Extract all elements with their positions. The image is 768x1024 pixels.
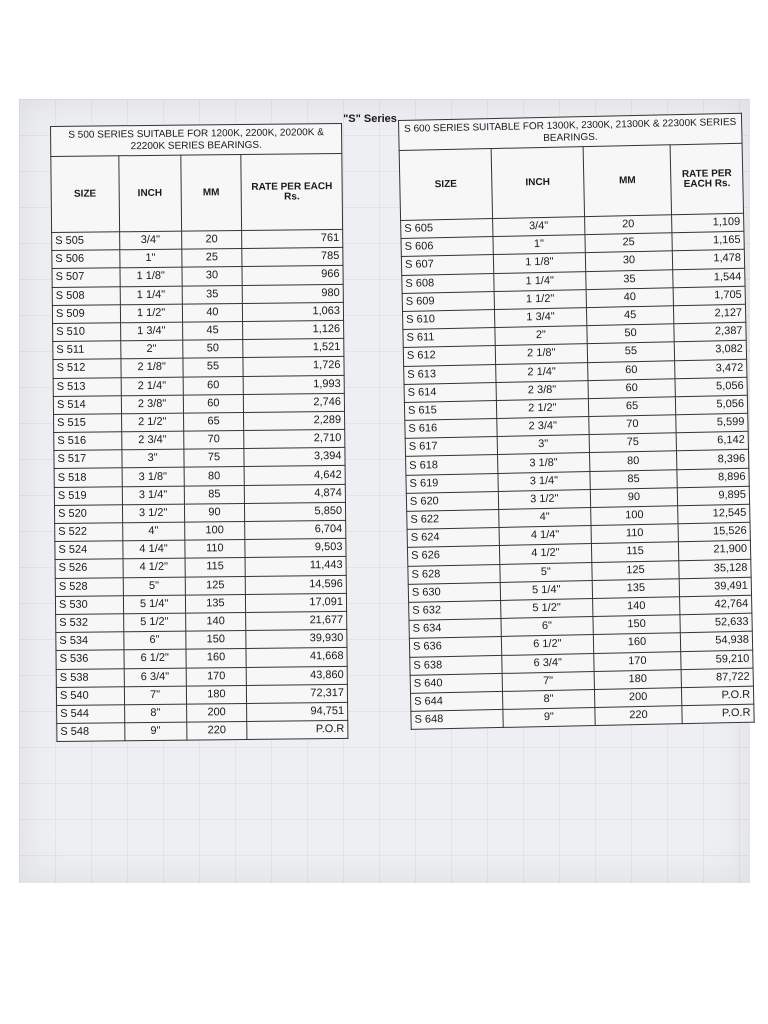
size-cell: S 513 bbox=[53, 377, 121, 396]
column-header-inch: INCH bbox=[491, 147, 584, 219]
mm-cell: 140 bbox=[185, 612, 246, 631]
rate-cell: 1,165 bbox=[672, 231, 744, 251]
size-cell: S 636 bbox=[409, 637, 501, 657]
inch-cell: 7" bbox=[502, 671, 594, 691]
inch-cell: 6 1/2" bbox=[501, 635, 593, 655]
size-cell: S 614 bbox=[404, 382, 496, 402]
mm-cell: 220 bbox=[186, 722, 247, 741]
mm-cell: 25 bbox=[585, 233, 673, 253]
mm-cell: 75 bbox=[589, 433, 677, 453]
size-cell: S 632 bbox=[409, 600, 501, 620]
size-cell: S 626 bbox=[407, 546, 499, 566]
rate-cell: 4,642 bbox=[244, 466, 345, 485]
size-cell: S 512 bbox=[53, 359, 121, 378]
inch-cell: 3/4" bbox=[119, 231, 181, 250]
mm-cell: 75 bbox=[183, 449, 244, 468]
rate-cell: 1,726 bbox=[243, 357, 344, 376]
size-cell: S 534 bbox=[56, 632, 124, 651]
rate-cell: 1,478 bbox=[673, 250, 745, 270]
size-cell: S 630 bbox=[408, 582, 500, 602]
mm-cell: 100 bbox=[590, 506, 678, 526]
mm-cell: 80 bbox=[589, 451, 677, 471]
size-cell: S 516 bbox=[54, 432, 122, 451]
mm-cell: 200 bbox=[594, 688, 682, 708]
size-cell: S 532 bbox=[56, 614, 124, 633]
size-cell: S 515 bbox=[54, 414, 122, 433]
inch-cell: 3 1/4" bbox=[498, 471, 590, 491]
inch-cell: 3 1/4" bbox=[122, 486, 184, 505]
rate-cell: 1,705 bbox=[673, 286, 745, 306]
inch-cell: 4 1/2" bbox=[499, 544, 591, 564]
rate-cell: 761 bbox=[242, 229, 343, 248]
column-header-size: SIZE bbox=[399, 149, 492, 221]
size-cell: S 544 bbox=[57, 705, 125, 724]
size-cell: S 608 bbox=[402, 273, 494, 293]
mm-cell: 80 bbox=[184, 467, 245, 486]
inch-cell: 6" bbox=[501, 617, 593, 637]
table-body bbox=[401, 213, 755, 729]
size-cell: S 617 bbox=[405, 437, 497, 457]
mm-cell: 170 bbox=[186, 667, 247, 686]
size-cell: S 506 bbox=[52, 250, 120, 269]
inch-cell: 1 1/4" bbox=[494, 271, 586, 291]
mm-cell: 60 bbox=[183, 376, 244, 395]
mm-cell: 115 bbox=[185, 558, 246, 577]
inch-cell: 2 1/2" bbox=[121, 413, 183, 432]
column-header-inch: INCH bbox=[119, 155, 182, 232]
column-header-mm: MM bbox=[583, 145, 672, 217]
rate-cell: 35,128 bbox=[679, 559, 751, 579]
rate-cell: 1,521 bbox=[243, 339, 344, 358]
mm-cell: 30 bbox=[585, 251, 673, 271]
inch-cell: 3 1/8" bbox=[497, 453, 589, 473]
rate-cell: 59,210 bbox=[681, 650, 753, 670]
inch-cell: 4 1/2" bbox=[123, 558, 185, 577]
size-cell: S 519 bbox=[54, 486, 122, 505]
size-cell: S 538 bbox=[56, 668, 124, 687]
rate-cell: P.O.R bbox=[682, 686, 754, 706]
size-cell: S 607 bbox=[401, 255, 493, 275]
rate-cell: 4,874 bbox=[245, 484, 346, 503]
rate-cell: 8,396 bbox=[677, 450, 749, 470]
size-cell: S 520 bbox=[54, 505, 122, 524]
table-body bbox=[52, 229, 348, 741]
inch-cell: 1 1/4" bbox=[120, 286, 182, 305]
mm-cell: 200 bbox=[186, 703, 247, 722]
inch-cell: 8" bbox=[124, 704, 186, 723]
page-title: "S" Series bbox=[343, 113, 397, 125]
mm-cell: 45 bbox=[182, 321, 243, 340]
size-cell: S 624 bbox=[407, 528, 499, 548]
mm-cell: 110 bbox=[184, 540, 245, 559]
size-cell: S 628 bbox=[408, 564, 500, 584]
rate-cell: 966 bbox=[242, 266, 343, 285]
inch-cell: 6 3/4" bbox=[502, 653, 594, 673]
inch-cell: 5 1/2" bbox=[123, 613, 185, 632]
inch-cell: 2 1/8" bbox=[121, 358, 183, 377]
size-cell: S 616 bbox=[405, 419, 497, 439]
mm-cell: 180 bbox=[186, 685, 247, 704]
inch-cell: 3" bbox=[497, 435, 589, 455]
size-cell: S 509 bbox=[52, 305, 120, 324]
table-row bbox=[57, 720, 348, 741]
size-cell: S 612 bbox=[403, 346, 495, 366]
size-cell: S 530 bbox=[55, 596, 123, 615]
size-cell: S 510 bbox=[53, 323, 121, 342]
column-header-rate: RATE PER EACH Rs. bbox=[670, 143, 743, 214]
rate-cell: 5,599 bbox=[676, 413, 748, 433]
mm-cell: 20 bbox=[181, 230, 242, 249]
mm-cell: 30 bbox=[182, 267, 243, 286]
mm-cell: 70 bbox=[183, 431, 244, 450]
rate-cell: 1,063 bbox=[243, 302, 344, 321]
table-caption: S 600 SERIES SUITABLE FOR 1300K, 2300K, 21300K & 22300K SERIES BEARINGS. bbox=[399, 113, 743, 150]
inch-cell: 5 1/2" bbox=[500, 598, 592, 618]
size-cell: S 618 bbox=[406, 455, 498, 475]
mm-cell: 90 bbox=[590, 488, 678, 508]
rate-cell: 14,596 bbox=[246, 575, 347, 594]
inch-cell: 1 1/8" bbox=[493, 253, 585, 273]
rate-cell: 39,930 bbox=[246, 630, 347, 649]
mm-cell: 90 bbox=[184, 503, 245, 522]
rate-cell: 11,443 bbox=[245, 557, 346, 576]
inch-cell: 2 1/8" bbox=[495, 344, 587, 364]
mm-cell: 115 bbox=[591, 542, 679, 562]
inch-cell: 2 1/4" bbox=[496, 362, 588, 382]
rate-cell: 72,317 bbox=[247, 684, 348, 703]
size-cell: S 514 bbox=[53, 395, 121, 414]
s500-series-table bbox=[50, 123, 348, 742]
rate-cell: 12,545 bbox=[678, 504, 750, 524]
mm-cell: 150 bbox=[593, 615, 681, 635]
size-cell: S 507 bbox=[52, 268, 120, 287]
mm-cell: 160 bbox=[186, 649, 247, 668]
column-header-size: SIZE bbox=[51, 156, 120, 233]
size-cell: S 622 bbox=[407, 509, 499, 529]
rate-cell: 21,900 bbox=[679, 541, 751, 561]
mm-cell: 125 bbox=[185, 576, 246, 595]
rate-cell: 2,710 bbox=[244, 429, 345, 448]
column-header-mm: MM bbox=[180, 154, 242, 231]
mm-cell: 135 bbox=[185, 594, 246, 613]
inch-cell: 1" bbox=[493, 235, 585, 255]
inch-cell: 2 1/4" bbox=[121, 377, 183, 396]
inch-cell: 9" bbox=[503, 708, 595, 728]
mm-cell: 45 bbox=[586, 306, 674, 326]
inch-cell: 3/4" bbox=[492, 217, 584, 237]
rate-cell: 3,082 bbox=[674, 341, 746, 361]
mm-cell: 160 bbox=[593, 633, 681, 653]
rate-cell: 785 bbox=[242, 248, 343, 267]
mm-cell: 50 bbox=[182, 340, 243, 359]
mm-cell: 25 bbox=[181, 249, 242, 268]
rate-cell: 42,764 bbox=[680, 595, 752, 615]
size-cell: S 619 bbox=[406, 473, 498, 493]
size-cell: S 518 bbox=[54, 468, 122, 487]
mm-cell: 55 bbox=[183, 358, 244, 377]
inch-cell: 1 1/2" bbox=[120, 304, 182, 323]
inch-cell: 1 3/4" bbox=[494, 308, 586, 328]
rate-cell: 5,850 bbox=[245, 502, 346, 521]
rate-cell: 41,668 bbox=[246, 648, 347, 667]
inch-cell: 4 1/4" bbox=[123, 540, 185, 559]
inch-cell: 2" bbox=[121, 340, 183, 359]
mm-cell: 110 bbox=[591, 524, 679, 544]
rate-cell: 3,472 bbox=[675, 359, 747, 379]
inch-cell: 5 1/4" bbox=[123, 595, 185, 614]
inch-cell: 5" bbox=[123, 577, 185, 596]
inch-cell: 9" bbox=[125, 722, 187, 741]
inch-cell: 3 1/2" bbox=[498, 489, 590, 509]
rate-cell: 9,503 bbox=[245, 539, 346, 558]
rate-cell: 5,056 bbox=[675, 377, 747, 397]
rate-cell: P.O.R bbox=[247, 720, 348, 739]
size-cell: S 640 bbox=[410, 673, 502, 693]
inch-cell: 8" bbox=[502, 689, 594, 709]
rate-cell: 39,491 bbox=[679, 577, 751, 597]
size-cell: S 505 bbox=[52, 232, 120, 251]
rate-cell: 1,993 bbox=[243, 375, 344, 394]
inch-cell: 2 3/8" bbox=[121, 395, 183, 414]
inch-cell: 3" bbox=[122, 449, 184, 468]
mm-cell: 70 bbox=[589, 415, 677, 435]
rate-cell: P.O.R bbox=[682, 704, 754, 724]
mm-cell: 135 bbox=[592, 578, 680, 598]
inch-cell: 3 1/2" bbox=[122, 504, 184, 523]
size-cell: S 526 bbox=[55, 559, 123, 578]
rate-cell: 8,896 bbox=[677, 468, 749, 488]
size-cell: S 511 bbox=[53, 341, 121, 360]
rate-cell: 6,142 bbox=[676, 431, 748, 451]
mm-cell: 125 bbox=[592, 560, 680, 580]
rate-cell: 1,126 bbox=[243, 320, 344, 339]
mm-cell: 170 bbox=[594, 651, 682, 671]
mm-cell: 55 bbox=[587, 342, 675, 362]
column-header-rate: RATE PER EACH Rs. bbox=[241, 153, 342, 230]
mm-cell: 140 bbox=[592, 597, 680, 617]
inch-cell: 4" bbox=[499, 508, 591, 528]
mm-cell: 85 bbox=[590, 469, 678, 489]
inch-cell: 2 3/8" bbox=[496, 380, 588, 400]
mm-cell: 65 bbox=[183, 412, 244, 431]
inch-cell: 1 3/4" bbox=[120, 322, 182, 341]
size-cell: S 615 bbox=[404, 400, 496, 420]
s600-series-table bbox=[398, 113, 755, 730]
size-cell: S 522 bbox=[55, 523, 123, 542]
inch-cell: 5 1/4" bbox=[500, 580, 592, 600]
inch-cell: 1 1/2" bbox=[494, 289, 586, 309]
inch-cell: 7" bbox=[124, 686, 186, 705]
inch-cell: 4 1/4" bbox=[499, 526, 591, 546]
inch-cell: 2 1/2" bbox=[496, 398, 588, 418]
rate-cell: 1,544 bbox=[673, 268, 745, 288]
mm-cell: 60 bbox=[183, 394, 244, 413]
rate-cell: 2,387 bbox=[674, 322, 746, 342]
rate-cell: 2,127 bbox=[674, 304, 746, 324]
mm-cell: 150 bbox=[185, 631, 246, 650]
size-cell: S 613 bbox=[404, 364, 496, 384]
inch-cell: 5" bbox=[500, 562, 592, 582]
rate-cell: 6,704 bbox=[245, 520, 346, 539]
rate-cell: 2,746 bbox=[244, 393, 345, 412]
rate-cell: 87,722 bbox=[681, 668, 753, 688]
mm-cell: 40 bbox=[182, 303, 243, 322]
mm-cell: 40 bbox=[586, 288, 674, 308]
mm-cell: 20 bbox=[584, 215, 672, 235]
table-caption: S 500 SERIES SUITABLE FOR 1200K, 2200K, 20200K & 22200K SERIES BEARINGS. bbox=[51, 123, 342, 156]
size-cell: S 606 bbox=[401, 237, 493, 257]
size-cell: S 620 bbox=[406, 491, 498, 511]
rate-cell: 15,526 bbox=[678, 522, 750, 542]
mm-cell: 60 bbox=[587, 360, 675, 380]
inch-cell: 2" bbox=[495, 326, 587, 346]
size-cell: S 638 bbox=[410, 655, 502, 675]
inch-cell: 6" bbox=[124, 631, 186, 650]
size-cell: S 605 bbox=[401, 219, 493, 239]
rate-cell: 94,751 bbox=[247, 702, 348, 721]
size-cell: S 540 bbox=[56, 686, 124, 705]
inch-cell: 2 3/4" bbox=[121, 431, 183, 450]
rate-cell: 9,895 bbox=[677, 486, 749, 506]
rate-cell: 1,109 bbox=[672, 213, 744, 233]
inch-cell: 1" bbox=[120, 249, 182, 268]
mm-cell: 50 bbox=[587, 324, 675, 344]
rate-cell: 17,091 bbox=[246, 593, 347, 612]
inch-cell: 2 3/4" bbox=[497, 417, 589, 437]
size-cell: S 644 bbox=[411, 691, 503, 711]
size-cell: S 536 bbox=[56, 650, 124, 669]
size-cell: S 524 bbox=[55, 541, 123, 560]
mm-cell: 100 bbox=[184, 521, 245, 540]
rate-cell: 3,394 bbox=[244, 448, 345, 467]
size-cell: S 648 bbox=[411, 709, 503, 729]
size-cell: S 610 bbox=[403, 309, 495, 329]
size-cell: S 634 bbox=[409, 619, 501, 639]
rate-cell: 43,860 bbox=[247, 666, 348, 685]
rate-cell: 2,289 bbox=[244, 411, 345, 430]
rate-cell: 54,938 bbox=[681, 632, 753, 652]
mm-cell: 85 bbox=[184, 485, 245, 504]
rate-cell: 52,633 bbox=[680, 613, 752, 633]
inch-cell: 6 3/4" bbox=[124, 668, 186, 687]
rate-cell: 5,056 bbox=[676, 395, 748, 415]
inch-cell: 1 1/8" bbox=[120, 268, 182, 287]
size-cell: S 517 bbox=[54, 450, 122, 469]
inch-cell: 4" bbox=[122, 522, 184, 541]
mm-cell: 180 bbox=[594, 669, 682, 689]
size-cell: S 611 bbox=[403, 328, 495, 348]
size-cell: S 508 bbox=[52, 286, 120, 305]
inch-cell: 3 1/8" bbox=[122, 468, 184, 487]
mm-cell: 65 bbox=[588, 397, 676, 417]
rate-cell: 980 bbox=[243, 284, 344, 303]
mm-cell: 220 bbox=[595, 706, 683, 726]
size-cell: S 528 bbox=[55, 577, 123, 596]
size-cell: S 609 bbox=[402, 291, 494, 311]
size-cell: S 548 bbox=[57, 723, 125, 742]
inch-cell: 6 1/2" bbox=[124, 649, 186, 668]
rate-cell: 21,677 bbox=[246, 611, 347, 630]
mm-cell: 35 bbox=[586, 269, 674, 289]
mm-cell: 60 bbox=[588, 378, 676, 398]
mm-cell: 35 bbox=[182, 285, 243, 304]
